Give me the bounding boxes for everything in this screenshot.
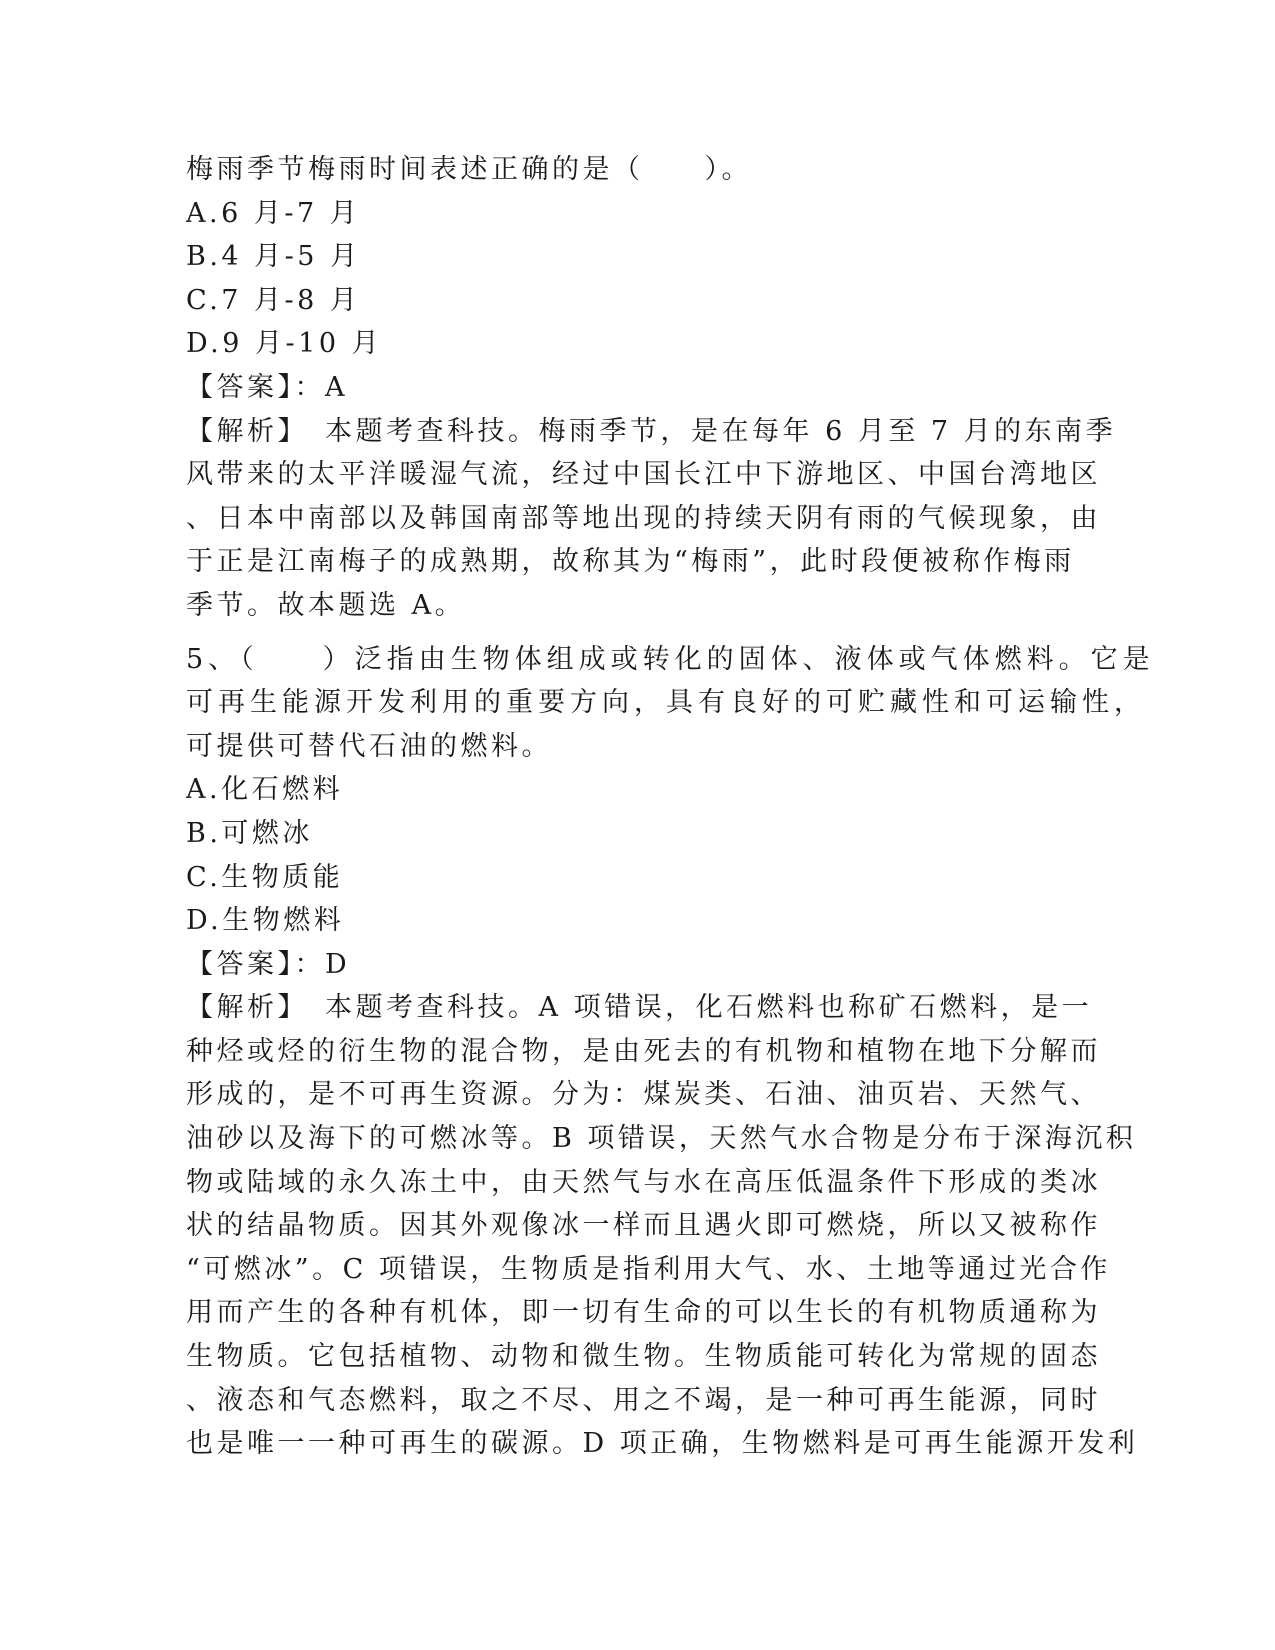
option-b: B.4 月-5 月 <box>186 241 361 273</box>
option-a: A.6 月-7 月 <box>186 197 361 229</box>
analysis-line: 油砂以及海下的可燃冰等。B 项错误，天然气水合物是分布于深海沉积 <box>186 1123 1137 1155</box>
analysis-line: 于正是江南梅子的成熟期，故称其为“梅雨”，此时段便被称作梅雨 <box>186 546 1075 578</box>
answer: 【答案】：A <box>186 371 348 403</box>
analysis-line: 、日本中南部以及韩国南部等地出现的持续天阴有雨的气候现象，由 <box>186 502 1101 534</box>
analysis-line: 季节。故本题选 A。 <box>186 589 466 621</box>
analysis-line: 【解析】 本题考查科技。梅雨季节，是在每年 6 月至 7 月的东南季 <box>186 415 1117 447</box>
analysis-line: 生物质。它包括植物、动物和微生物。生物质能可转化为常规的固态 <box>186 1341 1101 1373</box>
analysis-line: 也是唯一一种可再生的碳源。D 项正确，生物燃料是可再生能源开发利 <box>186 1428 1139 1460</box>
question-stem-line: 梅雨季节梅雨时间表述正确的是（ ）。 <box>186 154 752 185</box>
analysis-line: 【解析】 本题考查科技。A 项错误，化石燃料也称矿石燃料，是一 <box>186 992 1093 1024</box>
question-stem-line: 可提供可替代石油的燃料。 <box>186 730 552 762</box>
analysis-line: 用而产生的各种有机体，即一切有生命的可以生长的有机物质通称为 <box>186 1297 1101 1329</box>
option-d: D.9 月-10 月 <box>186 328 383 360</box>
option-c: C.生物质能 <box>186 861 344 893</box>
analysis-line: 、液态和气态燃料，取之不尽、用之不竭，是一种可再生能源，同时 <box>186 1384 1101 1416</box>
option-b: B.可燃冰 <box>186 817 313 849</box>
analysis-line: 状的结晶物质。因其外观像冰一样而且遇火即可燃烧，所以又被称作 <box>186 1210 1101 1242</box>
question-gap <box>186 628 1086 638</box>
question-stem-line: 5、（ ）泛指由生物体组成或转化的固体、液体或气体燃料。它是 <box>186 643 1155 675</box>
analysis-line: “可燃冰”。C 项错误，生物质是指利用大气、水、土地等通过光合作 <box>186 1253 1111 1285</box>
analysis-line: 形成的，是不可再生资源。分为：煤炭类、石油、油页岩、天然气、 <box>186 1079 1101 1111</box>
analysis-line: 风带来的太平洋暖湿气流，经过中国长江中下游地区、中国台湾地区 <box>186 459 1101 491</box>
analysis-line: 物或陆域的永久冻土中，由天然气与水在高压低温条件下形成的类冰 <box>186 1166 1101 1198</box>
question-5 <box>186 638 1155 1466</box>
option-d: D.生物燃料 <box>186 905 345 937</box>
question-4 <box>186 148 1117 628</box>
analysis-line: 种烃或烃的衍生物的混合物，是由死去的有机物和植物在地下分解而 <box>186 1035 1101 1067</box>
answer: 【答案】：D <box>186 948 351 980</box>
document-content <box>186 148 1155 1466</box>
option-a: A.化石燃料 <box>186 774 344 806</box>
question-stem-line: 可再生能源开发利用的重要方向，具有良好的可贮藏性和可运输性， <box>186 687 1146 719</box>
option-c: C.7 月-8 月 <box>186 284 361 316</box>
